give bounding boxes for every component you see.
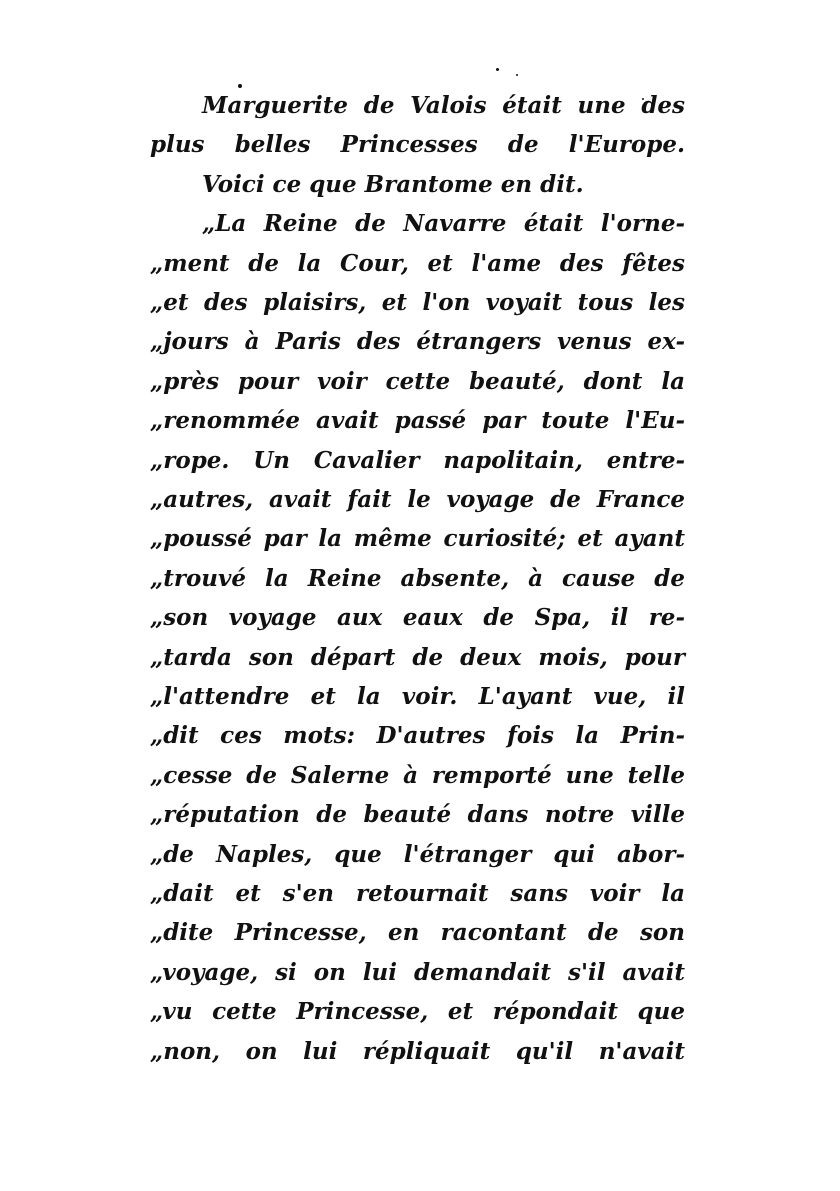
text-line-14: „son voyage aux eaux de Spa, il re-	[150, 604, 685, 631]
text-line-5: „ment de la Cour, et l'ame des fêtes	[150, 250, 685, 277]
text-line-6: „et des plaisirs, et l'on voyait tous les	[150, 289, 685, 316]
ink-speck	[516, 74, 518, 76]
text-line-8: „près pour voir cette beauté, dont la	[150, 368, 685, 395]
text-line-11: „autres, avait fait le voyage de France	[150, 486, 685, 513]
text-line-12: „poussé par la même curiosité; et ayant	[150, 525, 685, 552]
text-line-20: „de Naples, que l'étranger qui abor-	[150, 841, 685, 868]
text-line-7: „jours à Paris des étrangers venus ex-	[150, 328, 685, 355]
text-line-10: „rope. Un Cavalier napolitain, entre-	[150, 447, 685, 474]
text-line-21: „dait et s'en retournait sans voir la	[150, 880, 685, 907]
text-line-19: „réputation de beauté dans notre ville	[150, 801, 685, 828]
text-line-16: „l'attendre et la voir. L'ayant vue, il	[150, 683, 685, 710]
text-line-4: „La Reine de Navarre était l'orne-	[202, 210, 685, 237]
text-line-2: plus belles Princesses de l'Europe.	[150, 131, 685, 158]
text-line-15: „tarda son départ de deux mois, pour	[150, 644, 685, 671]
ink-speck	[496, 68, 499, 71]
text-line-17: „dit ces mots: D'autres fois la Prin-	[150, 722, 685, 749]
text-line-9: „renommée avait passé par toute l'Eu-	[150, 407, 685, 434]
text-line-13: „trouvé la Reine absente, à cause de	[150, 565, 685, 592]
text-line-3: Voici ce que Brantome en dit.	[202, 171, 584, 198]
text-line-24: „vu cette Princesse, et répondait que	[150, 998, 685, 1025]
text-line-23: „voyage, si on lui demandait s'il avait	[150, 959, 685, 986]
text-line-18: „cesse de Salerne à remporté une telle	[150, 762, 685, 789]
text-line-22: „dite Princesse, en racontant de son	[150, 919, 685, 946]
text-line-1: Marguerite de Valois était une des	[202, 92, 685, 119]
text-line-25: „non, on lui répliquait qu'il n'avait	[150, 1038, 685, 1065]
